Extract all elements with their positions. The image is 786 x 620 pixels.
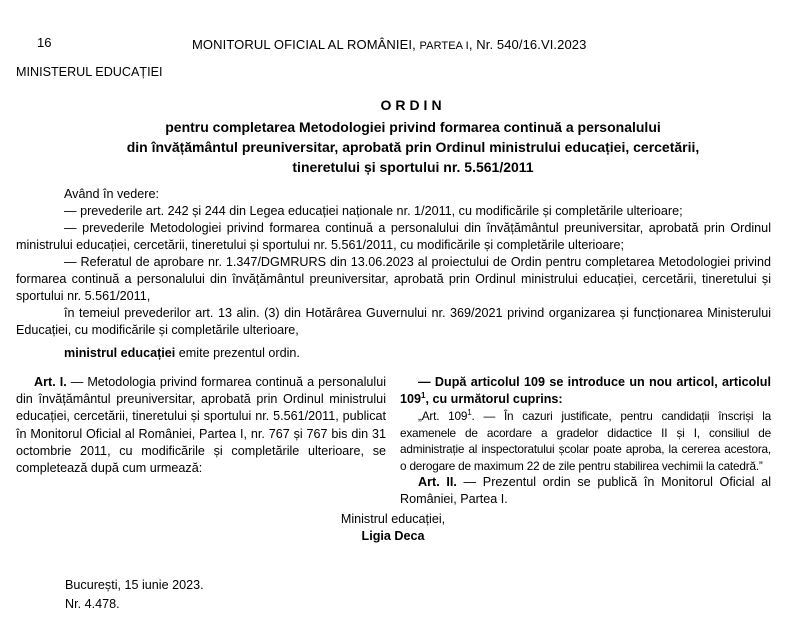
gazette-name: MONITORUL OFICIAL AL ROMÂNIEI, <box>192 37 420 52</box>
amendment-intro-a: — După articolul 109 se introduce un nou articol, articolul 109 <box>400 375 771 406</box>
amendment-text-a: „Art. 109 <box>418 409 468 423</box>
preamble <box>16 186 771 339</box>
signatory-name: Ligia Deca <box>361 529 425 543</box>
subtitle-line: pentru completarea Metodologiei privind formarea continuă a personalului <box>165 119 661 135</box>
gazette-part: PARTEA I <box>419 40 469 52</box>
article-1-text: — Metodologia privind formarea continuă a personalului din învățământul preuniversitar, aprobată prin Ordinul ministrului educației, cercetării, tineretului și sportului nr. 5.561/2011, publicat în Monitorul Oficial al României, Partea I, nr. 767 și 767 bis din 31 octombrie 2011, cu modificările și completările ulterioare, se completează după cum urmează: <box>16 375 386 476</box>
signatory-role: Ministrul educației, <box>340 512 446 526</box>
article-2 <box>400 474 771 508</box>
document-subtitle <box>40 117 786 177</box>
gazette-running-head <box>192 36 586 55</box>
place-date: București, 15 iunie 2023. <box>65 578 204 592</box>
issuer-rest: emite prezentul ordin. <box>175 346 300 360</box>
amendment-intro-sup: 1 <box>421 390 426 400</box>
article-2-text: — Prezentul ordin se publică în Monitorul Oficial al României, Partea I. <box>400 475 771 506</box>
page-number: 16 <box>37 35 52 50</box>
issuer-bold: ministrul educației <box>64 346 176 360</box>
issuing-formula <box>64 345 300 362</box>
preamble-item: — Referatul de aprobare nr. 1.347/DGMRURS din 13.06.2023 al proiectului de Ordin pentru completarea Metodologiei privind formarea continuă a personalului din învățământul preuniversitar, aprobată prin Ordinul ministrului educației, cercetării, tineretului și sportului nr. 5.561/2011, <box>16 255 771 303</box>
right-column <box>400 374 771 508</box>
gazette-issue: , Nr. 540/16.VI.2023 <box>468 37 587 52</box>
preamble-item: — prevederile art. 242 și 244 din Legea educației naționale nr. 1/2011, cu modificările și completările ulterioare; <box>64 204 683 218</box>
amendment-intro <box>400 374 771 408</box>
article-1-label: Art. I. <box>34 375 67 389</box>
subtitle-line: tineretului și sportului nr. 5.561/2011 <box>292 159 534 175</box>
place-and-date-block <box>65 576 204 614</box>
amendment-text-sup: 1 <box>467 408 472 418</box>
signature-block <box>0 511 786 545</box>
preamble-item: — prevederile Metodologiei privind formarea continuă a personalului din învățământul preuniversitar, aprobată prin Ordinul ministrului educației, cercetării, tineretului și sportului nr. 5.561/2011, cu modificările și completările ulterioare; <box>16 221 771 252</box>
amendment-text-b: . — În cazuri justificate, pentru candidații înscriși la examenele de acordare a gradelor didactice II și I, consiliul de administrație al inspectoratului școlar poate aproba, la cererea acestora, o derogare de maximum 22 de zile pentru stabilirea vechimii la catedră.” <box>400 409 771 473</box>
amendment-intro-b: , cu următorul cuprins: <box>425 392 563 406</box>
article-2-label: Art. II. <box>418 475 457 489</box>
amendment-text <box>400 408 771 474</box>
preamble-intro: Având în vedere: <box>64 187 159 201</box>
order-number: Nr. 4.478. <box>65 597 120 611</box>
issuing-ministry: MINISTERUL EDUCAȚIEI <box>16 65 163 79</box>
document-title: ORDIN <box>380 97 446 113</box>
article-1-body <box>16 374 386 477</box>
legal-basis: în temeiul prevederilor art. 13 alin. (3) din Hotărârea Guvernului nr. 369/2021 privind organizarea și funcționarea Ministerului Educației, cu modificările și completările ulterioare, <box>16 306 771 337</box>
subtitle-line: din învățământul preuniversitar, aprobată prin Ordinul ministrului educației, cercetării, <box>126 139 700 155</box>
